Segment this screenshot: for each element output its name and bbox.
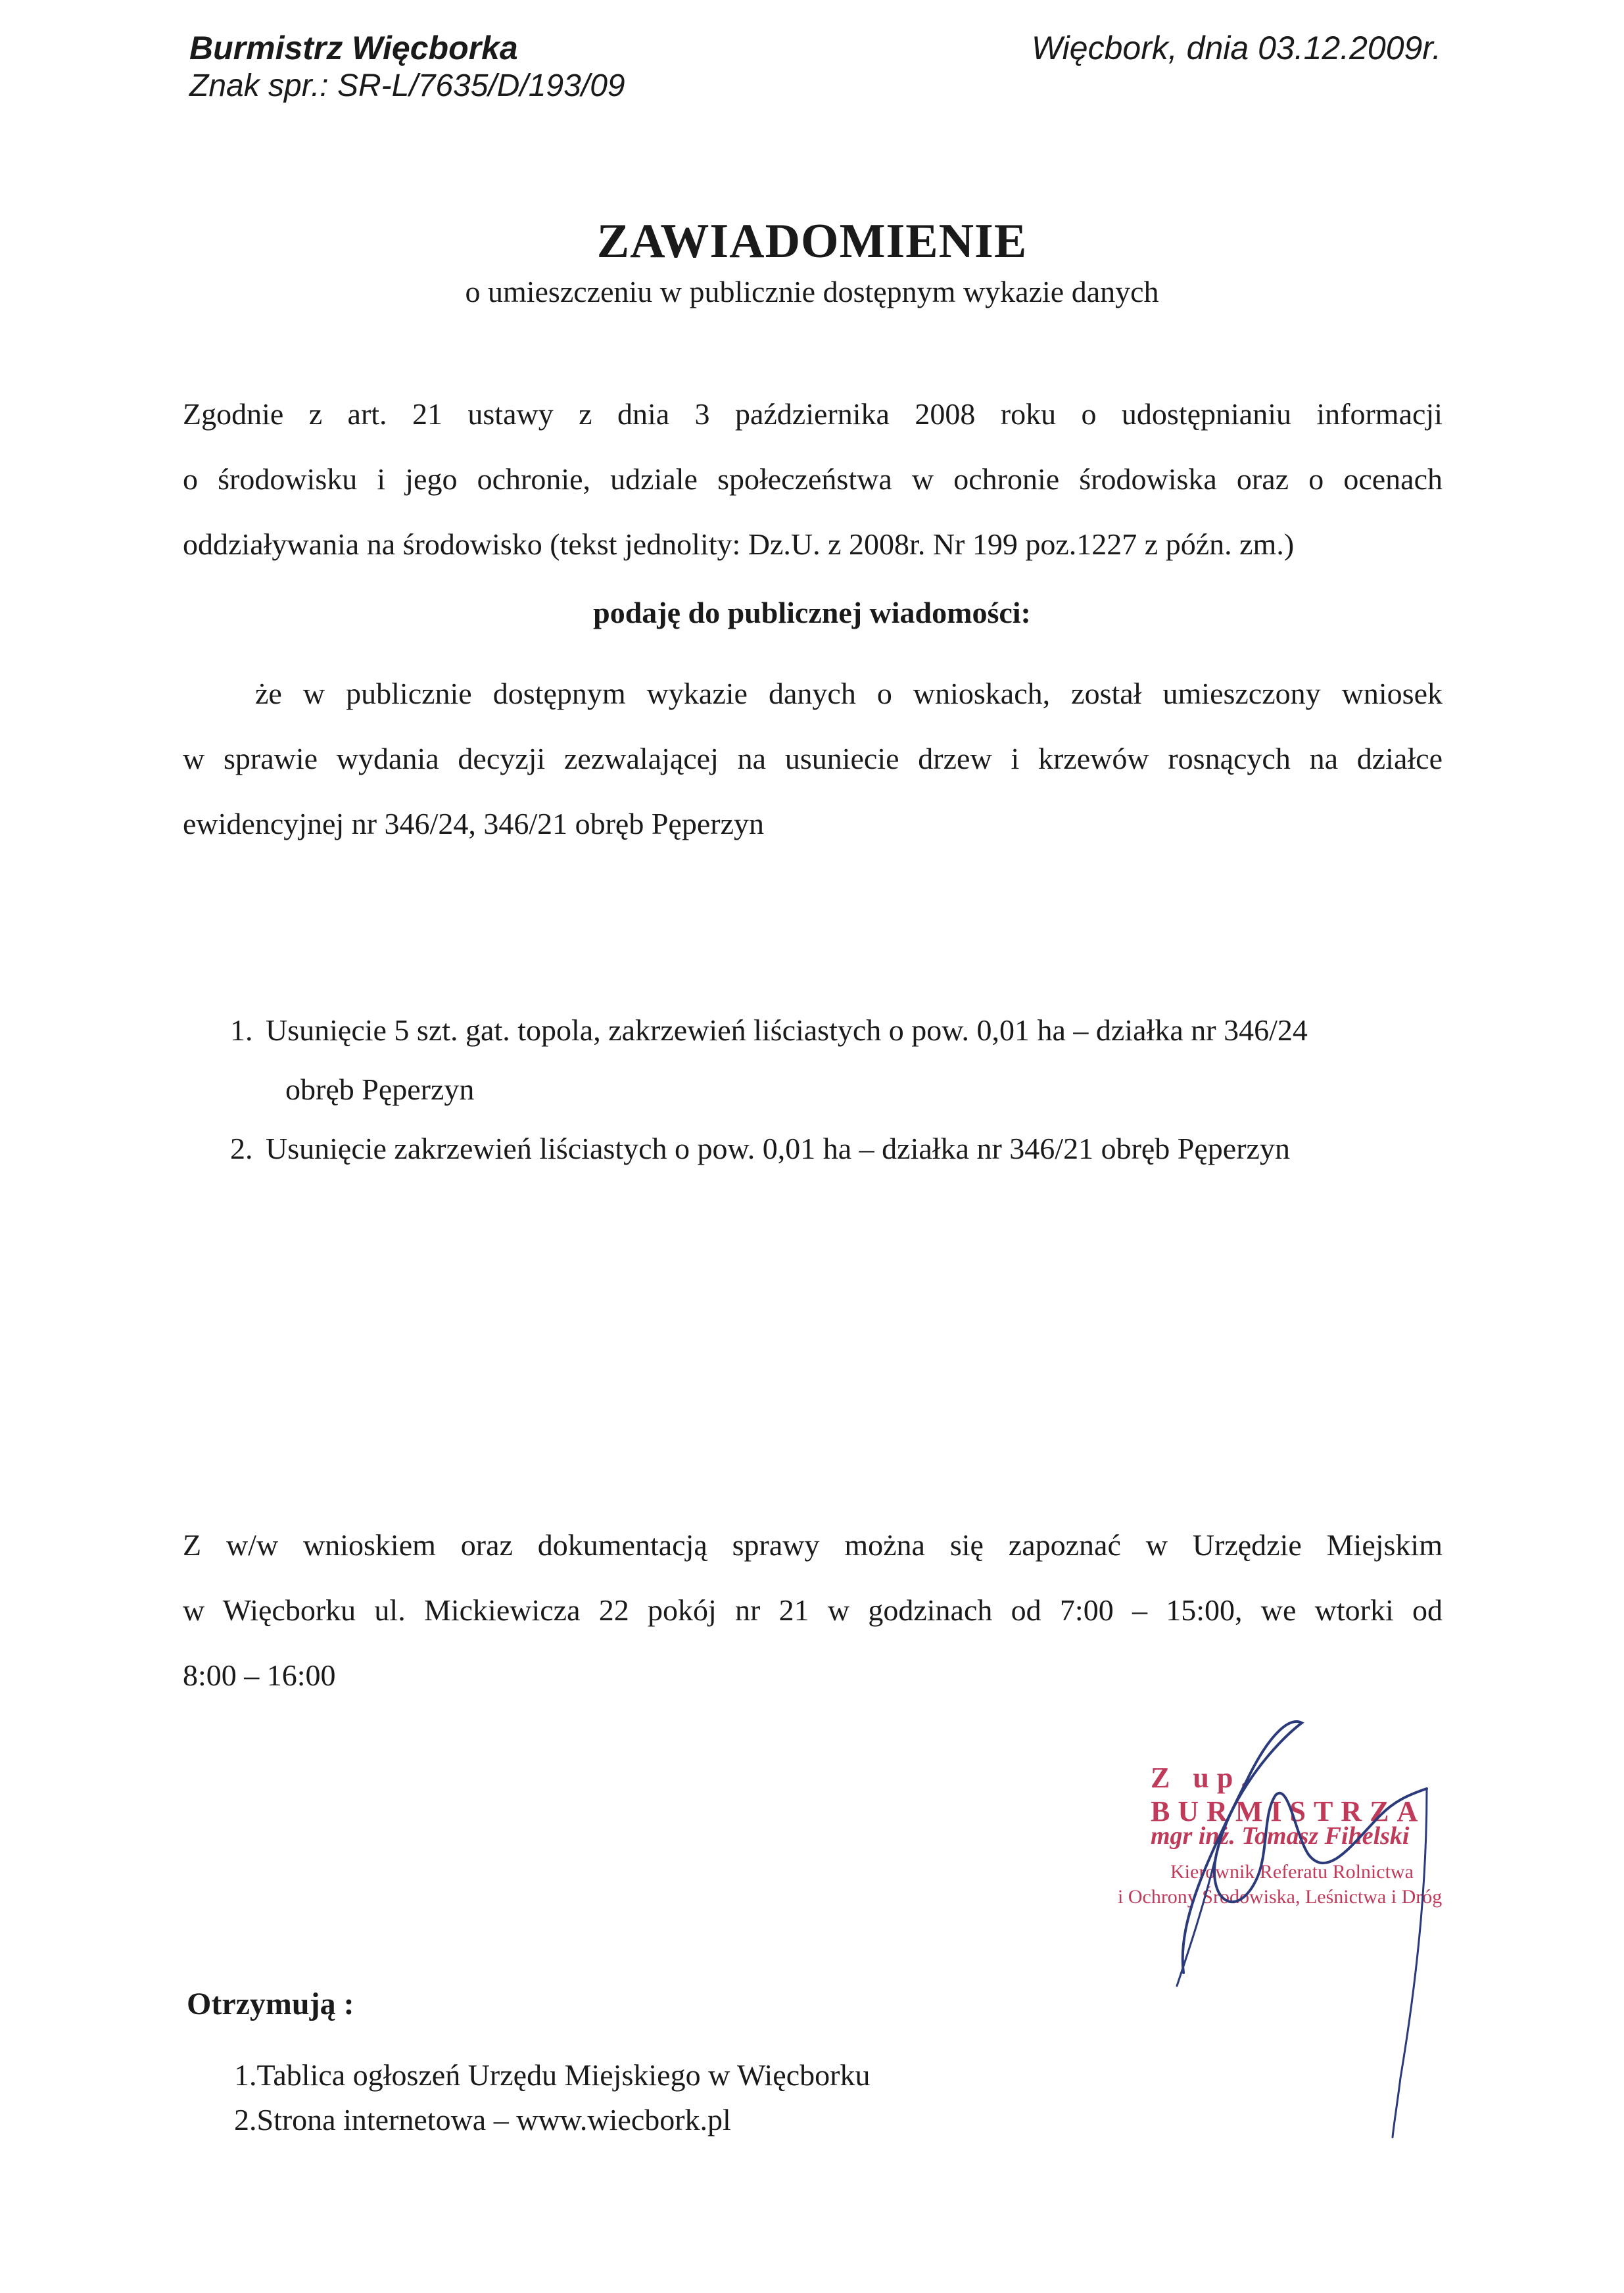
paragraph-line: że w publicznie dostępnym wykazie danych o wnioskach, został umieszczony wniosek (255, 677, 1443, 710)
paragraph-line: w Więcborku ul. Mickiewicza 22 pokój nr 21 w godzinach od 7:00 – 15:00, we wtorki od (183, 1593, 1443, 1627)
list-item-continuation: obręb Pęperzyn (285, 1073, 475, 1106)
paragraph-line: o środowisku i jego ochronie, udziale społeczeństwa w ochronie środowiska oraz o ocenach (183, 462, 1443, 496)
stamp-line: mgr inż. Tomasz Fihelski (1151, 1822, 1410, 1850)
recipients-heading: Otrzymują : (187, 1987, 354, 2021)
notice-paragraph (183, 661, 1443, 856)
list-item-text: Strona internetowa – www.wiecbork.pl (256, 2103, 731, 2136)
stamp-line: Z up. BURMISTRZA (1151, 1762, 1426, 1827)
stamp-line: Kierownik Referatu Rolnictwa (1170, 1861, 1414, 1883)
document-title: ZAWIADOMIENIE (596, 214, 1028, 268)
list-item-text: Usunięcie zakrzewień liściastych o pow. 0,01 ha – działka nr 346/21 obręb Pęperzyn (266, 1132, 1290, 1165)
paragraph-line: Z w/w wnioskiem oraz dokumentacją sprawy można się zapoznać w Urzędzie Miejskim (183, 1528, 1443, 1562)
list-number: 1. (234, 2058, 257, 2092)
application-items-list (230, 1001, 1308, 1178)
announcement-heading: podaję do publicznej wiadomości: (593, 596, 1031, 629)
list-number: 2. (234, 2103, 257, 2136)
list-item (234, 2098, 870, 2142)
paragraph-line: w sprawie wydania decyzji zezwalającej na usuniecie drzew i krzewów rosnących na działce (183, 742, 1443, 775)
list-item-text: Tablica ogłoszeń Urzędu Miejskiego w Więcborku (256, 2058, 871, 2092)
stamp-line: i Ochrony Środowiska, Leśnictwa i Dróg (1118, 1886, 1443, 1908)
list-item (234, 2053, 870, 2098)
legal-basis-paragraph (183, 381, 1443, 577)
list-number: 1. (230, 1013, 253, 1047)
inspection-info-paragraph (183, 1512, 1443, 1708)
paragraph-line: 8:00 – 16:00 (183, 1658, 336, 1692)
place-and-date: Więcbork, dnia 03.12.2009r. (1031, 30, 1441, 66)
recipients-list (234, 2053, 870, 2142)
list-item (230, 1001, 1308, 1060)
paragraph-line: ewidencyjnej nr 346/24, 346/21 obręb Pęperzyn (183, 807, 764, 840)
list-number: 2. (230, 1132, 253, 1165)
paragraph-line: oddziaływania na środowisko (tekst jednolity: Dz.U. z 2008r. Nr 199 poz.1227 z późn. zm.) (183, 527, 1295, 561)
issuing-authority: Burmistrz Więcborka (189, 30, 518, 66)
reference-number: Znak spr.: SR-L/7635/D/193/09 (189, 68, 625, 103)
paragraph-line: Zgodnie z art. 21 ustawy z dnia 3 października 2008 roku o udostępnianiu informacji (183, 397, 1443, 431)
list-item-text: Usunięcie 5 szt. gat. topola, zakrzewień liściastych o pow. 0,01 ha – działka nr 346/24 (266, 1013, 1308, 1047)
handwritten-signature (1137, 1683, 1506, 2144)
document-subtitle: o umieszczeniu w publicznie dostępnym wykazie danych (465, 275, 1159, 308)
list-item (230, 1119, 1308, 1178)
